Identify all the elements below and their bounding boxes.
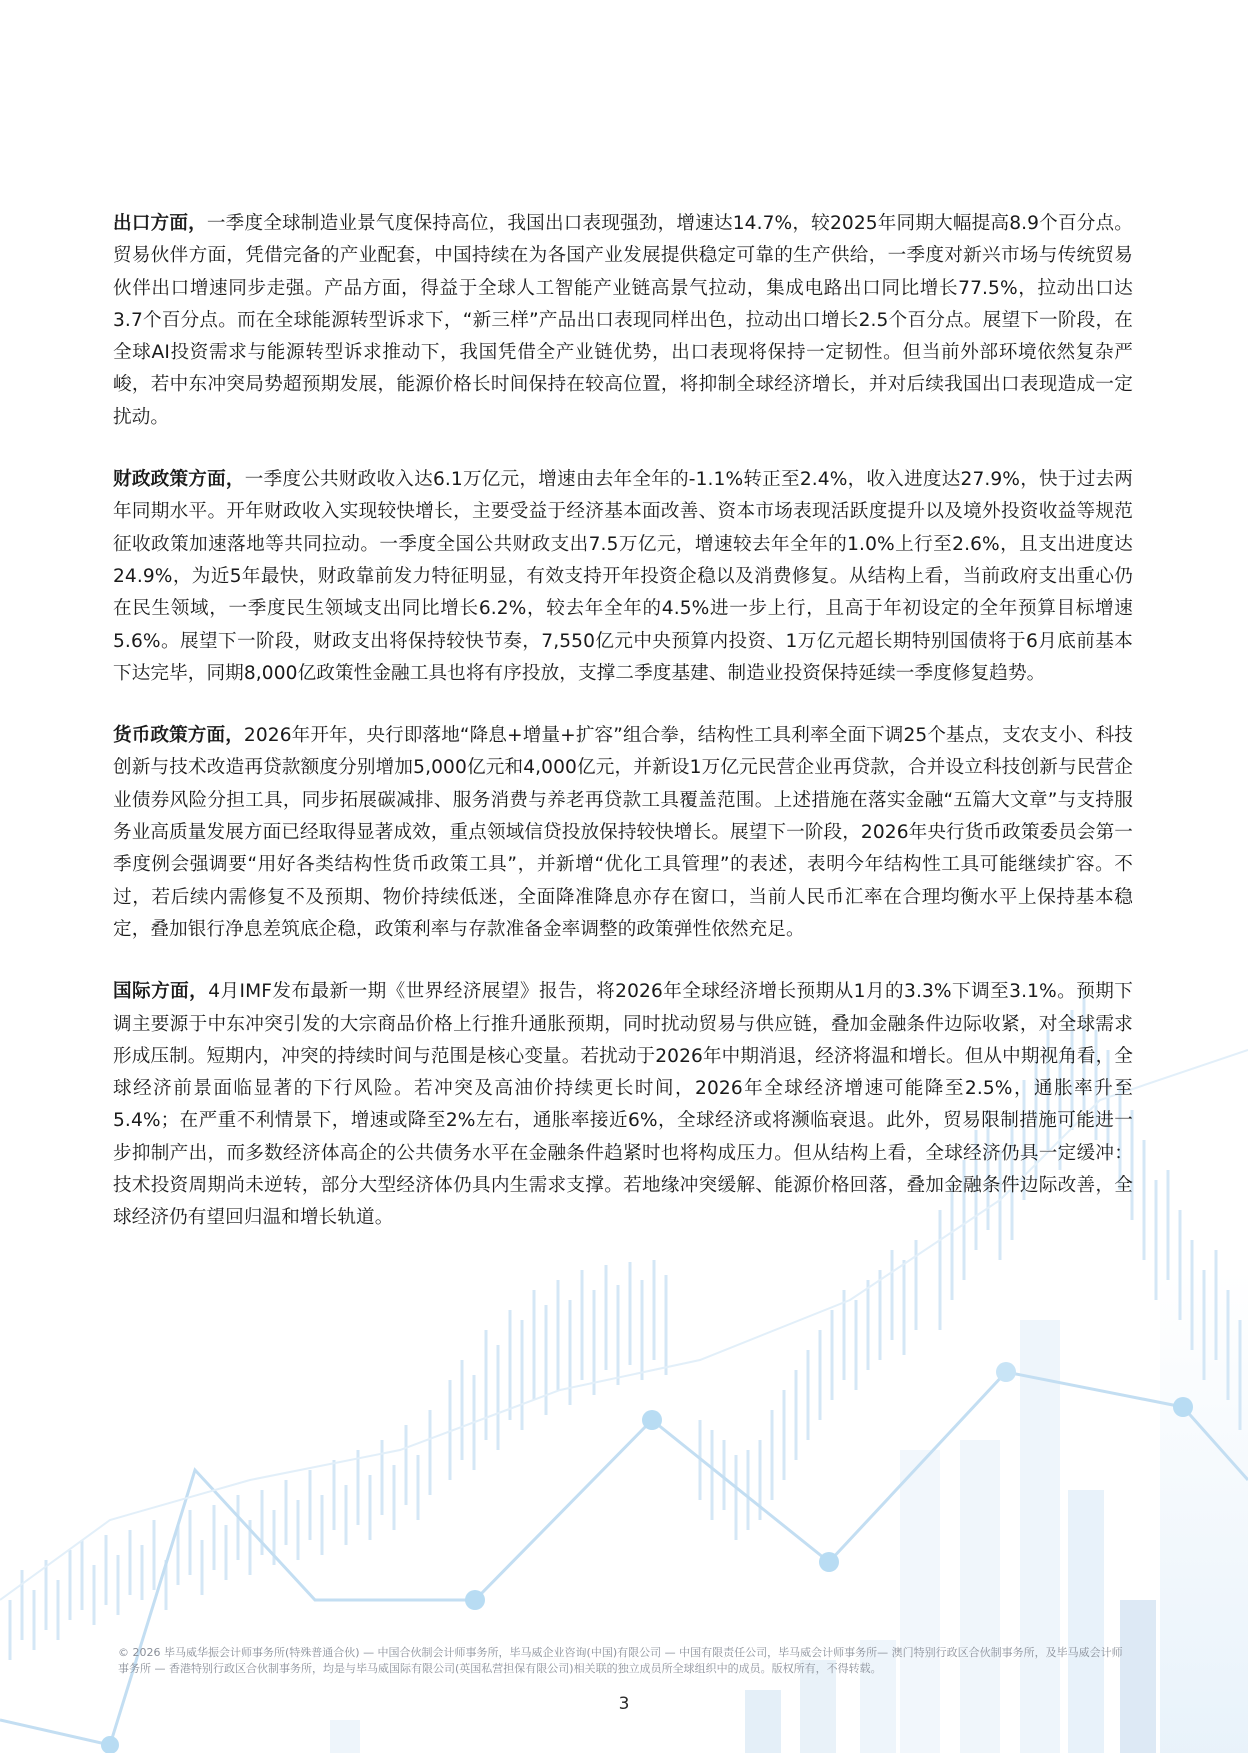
section-heading: 国际方面，: [113, 981, 209, 1003]
section-international: [113, 976, 1133, 1234]
section-body: 一季度全球制造业景气度保持高位，我国出口表现强劲，增速达14.7%，较2025年同期大幅提高8.9个百分点。贸易伙伴方面，凭借完备的产业配套，中国持续在为各国产业发展提供稳定可靠的生产供给，一季度对新兴市场与传统贸易伙伴出口增速同步走强。产品方面，得益于全球人工智能产业链高景气拉动，集成电路出口同比增长77.5%，拉动出口达3.7个百分点。而在全球能源转型诉求下，“新三样”产品出口表现同样出色，拉动出口增长2.5个百分点。展望下一阶段，在全球AI投资需求与能源转型诉求推动下，我国凭借全产业链优势，出口表现将保持一定韧性。但当前外部环境依然复杂严峻，若中东冲突局势超预期发展，能源价格长时间保持在较高位置，将抑制全球经济增长，并对后续我国出口表现造成一定扰动。: [113, 213, 1133, 428]
section-body: 2026年开年，央行即落地“降息+增量+扩容”组合拳，结构性工具利率全面下调25个基点，支农支小、科技创新与技术改造再贷款额度分别增加5,000亿元和4,000亿元，并新设1万亿元民营企业再贷款，合并设立科技创新与民营企业债券风险分担工具，同步拓展碳减排、服务消费与养老再贷款工具覆盖范围。上述措施在落实金融“五篇大文章”与支持服务业高质量发展方面已经取得显著成效，重点领域信贷投放保持较快增长。展望下一阶段，2026年央行货币政策委员会第一季度例会强调要“用好各类结构性货币政策工具”，并新增“优化工具管理”的表述，表明今年结构性工具可能继续扩容。不过，若后续内需修复不及预期、物价持续低迷，全面降准降息亦存在窗口，当前人民币汇率在合理均衡水平上保持基本稳定，叠加银行净息差筑底企稳，政策利率与存款准备金率调整的政策弹性依然充足。: [113, 725, 1133, 940]
trend-point: [642, 1410, 662, 1430]
trend-point: [1173, 1397, 1193, 1417]
section-body: 4月IMF发布最新一期《世界经济展望》报告，将2026年全球经济增长预期从1月的3.3%下调至3.1%。预期下调主要源于中东冲突引发的大宗商品价格上行推升通胀预期，同时扰动贸易与供应链，叠加金融条件边际收紧，对全球需求形成压制。短期内，冲突的持续时间与范围是核心变量。若扰动于2026年中期消退，经济将温和增长。但从中期视角看，全球经济前景面临显著的下行风险。若冲突及高油价持续更长时间，2026年全球经济增速可能降至2.5%，通胀率升至5.4%；在严重不利情景下，增速或降至2%左右，通胀率接近6%，全球经济或将濒临衰退。此外，贸易限制措施可能进一步抑制产出，而多数经济体高企的公共债务水平在金融条件趋紧时也将构成压力。但从结构上看，全球经济仍具一定缓冲：技术投资周期尚未逆转，部分大型经济体仍具内生需求支撑。若地缘冲突缓解、能源价格回落，叠加金融条件边际改善，全球经济仍有望回归温和增长轨道。: [113, 981, 1133, 1229]
background-bars: [330, 1270, 1248, 1753]
section-export: [113, 208, 1133, 434]
section-body: 一季度公共财政收入达6.1万亿元，增速由去年全年的-1.1%转正至2.4%，收入进度达27.9%，快于过去两年同期水平。开年财政收入实现较快增长，主要受益于经济基本面改善、资本市场表现活跃度提升以及境外投资收益等规范征收政策加速落地等共同拉动。一季度全国公共财政支出7.5万亿元，增速较去年全年的1.0%上行至2.6%，且支出进度达24.9%，为近5年最快，财政靠前发力特征明显，有效支持开年投资企稳以及消费修复。从结构上看，当前政府支出重心仍在民生领域，一季度民生领域支出同比增长6.2%，较去年全年的4.5%进一步上行，且高于年初设定的全年预算目标增速5.6%。展望下一阶段，财政支出将保持较快节奏，7,550亿元中央预算内投资、1万亿元超长期特别国债将于6月底前基本下达完毕，同期8,000亿政策性金融工具也将有序投放，支撑二季度基建、制造业投资保持延续一季度修复趋势。: [113, 469, 1133, 684]
copyright-notice: © 2026 毕马威华振会计师事务所(特殊普通合伙) — 中国合伙制会计师事务所，毕马威企业咨询(中国)有限公司 — 中国有限责任公司，毕马威会计师事务所— 澳门特别行政区合伙制事务所，及毕马威会计师事务所 — 香港特别行政区合伙制事务所，均是与毕马威国际有限公司(英国私营担保有限公司)相关联的独立成员所全球组织中的成员。版权所有，不得转载。: [118, 1646, 1123, 1675]
trend-point: [465, 1590, 485, 1610]
section-monetary-policy: [113, 720, 1133, 946]
trend-point: [996, 1362, 1016, 1382]
section-heading: 货币政策方面，: [113, 725, 244, 747]
trend-point: [819, 1552, 839, 1572]
section-heading: 出口方面，: [113, 213, 207, 234]
section-fiscal-policy: [113, 464, 1133, 690]
trend-point: [101, 1736, 119, 1753]
section-heading: 财政政策方面，: [113, 469, 245, 491]
page-number: 3: [618, 1694, 630, 1714]
main-content: [113, 208, 1133, 1265]
